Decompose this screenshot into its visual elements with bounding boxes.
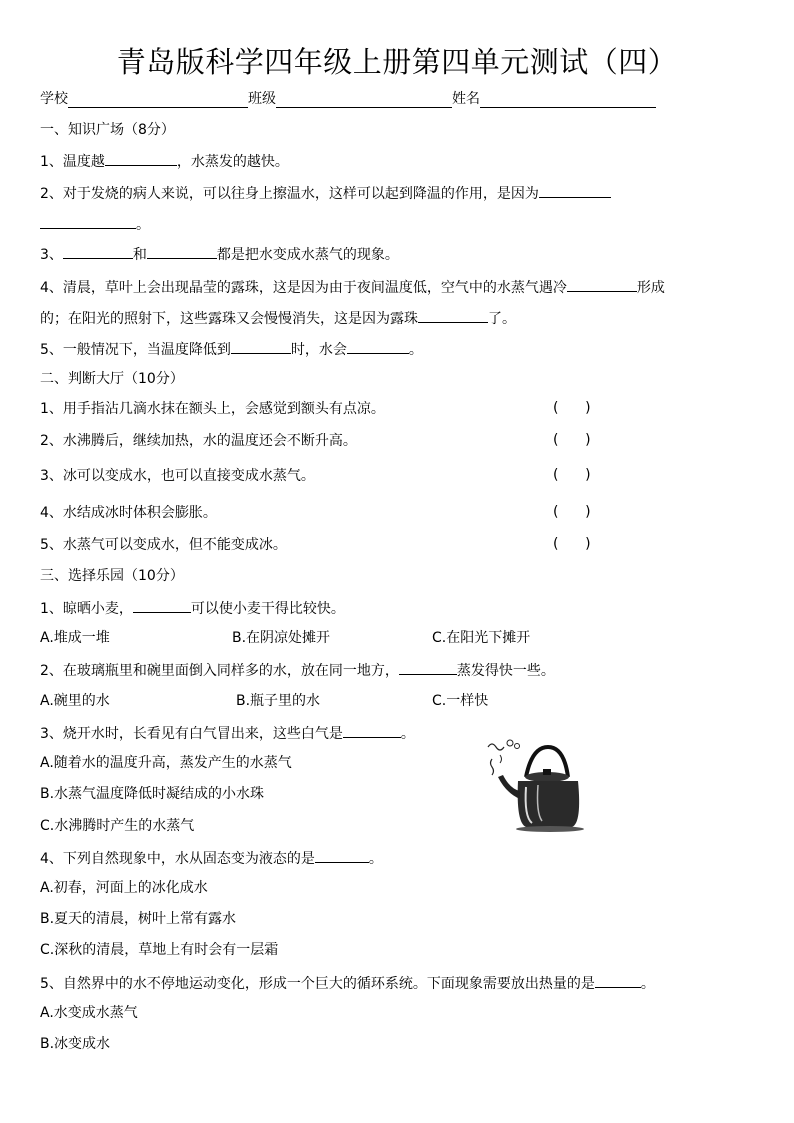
s3-q3-option-c[interactable]: C.水沸腾时产生的水蒸气 xyxy=(40,818,195,834)
page-title: 青岛版科学四年级上册第四单元测试（四） xyxy=(116,45,678,79)
answer-blank[interactable] xyxy=(595,973,641,988)
s3-q2-option-b[interactable]: B.瓶子里的水 xyxy=(236,693,321,709)
s3-question-5: 5、自然界中的水不停地运动变化，形成一个巨大的循环系统。下面现象需要放出热量的是 。 xyxy=(40,973,655,993)
answer-blank[interactable] xyxy=(40,214,136,229)
answer-blank[interactable] xyxy=(231,339,291,354)
section-2-heading: 二、判断大厅（10分） xyxy=(40,371,184,387)
section-3-heading: 三、选择乐园（10分） xyxy=(40,568,184,584)
s1-question-4-cont: 的；在阳光的照射下，这些露珠又会慢慢消失，这是因为露珠 了。 xyxy=(40,308,516,328)
s1-question-2: 2、对于发烧的病人来说，可以往身上擦温水，这样可以起到降温的作用，是因为 xyxy=(40,183,611,203)
s3-q3-option-a[interactable]: A.随着水的温度升高，蒸发产生的水蒸气 xyxy=(40,755,292,771)
s2-answer-paren-3[interactable]: ( ) xyxy=(553,467,591,483)
s1-question-2-cont: 。 xyxy=(40,214,150,234)
s2-answer-paren-1[interactable]: ( ) xyxy=(553,400,591,416)
s3-q5-option-a[interactable]: A.水变成水蒸气 xyxy=(40,1005,138,1021)
student-info-row xyxy=(40,88,656,108)
answer-blank[interactable] xyxy=(105,151,177,166)
s3-q4-option-b[interactable]: B.夏天的清晨，树叶上常有露水 xyxy=(40,911,237,927)
answer-blank[interactable] xyxy=(343,723,401,738)
kettle-illustration-icon xyxy=(476,737,608,833)
s3-q4-option-a[interactable]: A.初春，河面上的冰化成水 xyxy=(40,880,208,896)
s2-item-3: 3、冰可以变成水，也可以直接变成水蒸气。 xyxy=(40,468,315,484)
answer-blank[interactable] xyxy=(133,598,191,613)
answer-blank[interactable] xyxy=(147,244,217,259)
answer-blank[interactable] xyxy=(567,277,637,292)
s3-question-4: 4、下列自然现象中，水从固态变为液态的是 。 xyxy=(40,848,383,868)
s3-q5-option-b[interactable]: B.冰变成水 xyxy=(40,1036,111,1052)
s1-question-1: 1、温度越 ，水蒸发的越快。 xyxy=(40,151,289,171)
s2-answer-paren-5[interactable]: ( ) xyxy=(553,536,591,552)
s3-question-3: 3、烧开水时，长看见有白气冒出来，这些白气是 。 xyxy=(40,723,415,743)
s3-q1-option-c[interactable]: C.在阳光下摊开 xyxy=(432,630,531,646)
answer-blank[interactable] xyxy=(539,183,611,198)
school-blank[interactable] xyxy=(68,91,248,108)
s3-q3-option-b[interactable]: B.水蒸气温度降低时凝结成的小水珠 xyxy=(40,786,265,802)
s1-question-4: 4、清晨，草叶上会出现晶莹的露珠，这是因为由于夜间温度低，空气中的水蒸气遇冷 形成 xyxy=(40,277,665,297)
answer-blank[interactable] xyxy=(418,308,488,323)
s3-q2-option-a[interactable]: A.碗里的水 xyxy=(40,693,110,709)
name-label: 姓名 xyxy=(452,91,480,107)
answer-blank[interactable] xyxy=(315,848,369,863)
class-blank[interactable] xyxy=(276,91,452,108)
class-label: 班级 xyxy=(248,91,276,107)
section-1-heading: 一、知识广场（8分） xyxy=(40,122,175,138)
name-blank[interactable] xyxy=(480,91,656,108)
s2-answer-paren-4[interactable]: ( ) xyxy=(553,504,591,520)
s3-q1-option-a[interactable]: A.堆成一堆 xyxy=(40,630,110,646)
s2-item-2: 2、水沸腾后，继续加热，水的温度还会不断升高。 xyxy=(40,433,357,449)
s2-item-1: 1、用手指沾几滴水抹在额头上，会感觉到额头有点凉。 xyxy=(40,401,385,417)
s3-question-1: 1、晾晒小麦， 可以使小麦干得比较快。 xyxy=(40,598,345,618)
s3-q2-option-c[interactable]: C.一样快 xyxy=(432,693,489,709)
s2-answer-paren-2[interactable]: ( ) xyxy=(553,432,591,448)
s3-q4-option-c[interactable]: C.深秋的清晨，草地上有时会有一层霜 xyxy=(40,942,279,958)
answer-blank[interactable] xyxy=(63,244,133,259)
s1-question-5: 5、一般情况下，当温度降低到 时，水会 。 xyxy=(40,339,423,359)
school-label: 学校 xyxy=(40,91,68,107)
s2-item-5: 5、水蒸气可以变成水，但不能变成冰。 xyxy=(40,537,287,553)
s3-q1-option-b[interactable]: B.在阴凉处摊开 xyxy=(232,630,331,646)
s1-question-3: 3、 和 都是把水变成水蒸气的现象。 xyxy=(40,244,399,264)
s3-question-2: 2、在玻璃瓶里和碗里面倒入同样多的水，放在同一地方， 蒸发得快一些。 xyxy=(40,660,555,680)
answer-blank[interactable] xyxy=(399,660,457,675)
s2-item-4: 4、水结成冰时体积会膨胀。 xyxy=(40,505,217,521)
answer-blank[interactable] xyxy=(347,339,409,354)
